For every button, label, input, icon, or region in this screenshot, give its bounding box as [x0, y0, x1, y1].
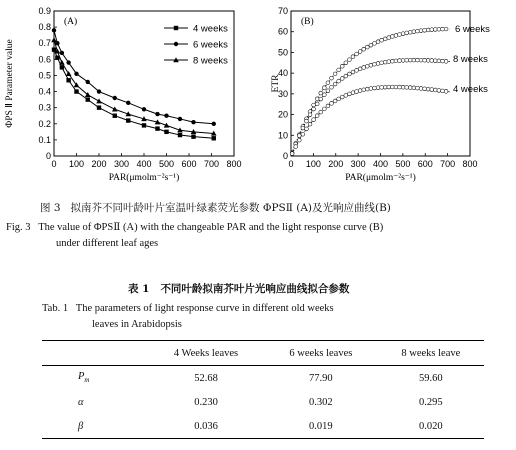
- data-point: [142, 123, 146, 127]
- data-point: [380, 85, 384, 89]
- data-point: [430, 28, 434, 32]
- data-point: [408, 30, 412, 34]
- data-point: [351, 55, 355, 59]
- x-tick-label: 0: [51, 159, 57, 169]
- table-row: [42, 414, 484, 439]
- y-tick-label: 0.6: [38, 54, 51, 65]
- table-caption-en-cont: [92, 317, 182, 332]
- data-point: [444, 59, 448, 63]
- data-point: [355, 52, 359, 56]
- data-point: [330, 85, 334, 89]
- data-point: [444, 89, 448, 93]
- data-point: [358, 50, 362, 54]
- data-point: [426, 58, 430, 62]
- data-point: [337, 68, 341, 72]
- data-point: [312, 103, 316, 107]
- data-point: [344, 61, 348, 65]
- data-point: [405, 85, 409, 89]
- data-point: [333, 82, 337, 86]
- x-tick-label: 100: [305, 159, 321, 169]
- table-header-cell: 8 weeks leave: [401, 347, 461, 359]
- y-tick-label: 40: [277, 68, 288, 79]
- legend-label: 6 weeks: [193, 39, 228, 51]
- data-point: [97, 89, 101, 93]
- data-point: [412, 86, 416, 90]
- data-point: [322, 93, 326, 97]
- x-tick-label: 400: [136, 159, 152, 169]
- y-tick-label: 0.8: [38, 22, 51, 33]
- data-point: [369, 43, 373, 47]
- data-point: [401, 32, 405, 36]
- table-title-en-1: The parameters of light response curve in different old weeks: [75, 303, 334, 314]
- data-point: [416, 29, 420, 33]
- data-point: [191, 120, 195, 124]
- data-point: [441, 89, 445, 93]
- data-point: [426, 87, 430, 91]
- figure-number-en: Fig. 3: [6, 222, 31, 233]
- data-point: [430, 88, 434, 92]
- data-point: [86, 97, 90, 101]
- data-point: [419, 87, 423, 91]
- data-point: [326, 89, 330, 93]
- data-point: [113, 96, 117, 100]
- data-point: [97, 105, 101, 109]
- data-point: [444, 27, 448, 31]
- data-point: [340, 95, 344, 99]
- data-point: [164, 130, 168, 134]
- data-point: [60, 51, 64, 55]
- y-tick-label: 0.2: [38, 118, 51, 129]
- x-tick-label: 100: [68, 159, 85, 169]
- data-point: [52, 28, 56, 32]
- data-point: [394, 85, 398, 89]
- data-point: [433, 28, 437, 32]
- data-point: [212, 136, 216, 140]
- data-point: [387, 36, 391, 40]
- data-point: [155, 112, 159, 116]
- x-tick-label: 600: [417, 159, 433, 169]
- data-point: [305, 127, 309, 131]
- data-point: [340, 64, 344, 68]
- data-point: [365, 64, 369, 68]
- data-point: [301, 126, 305, 130]
- data-point: [362, 47, 366, 51]
- x-axis-label: PAR(μmolm⁻²s⁻¹): [345, 173, 416, 183]
- table-title-en-2: leaves in Arabidopsis: [92, 319, 182, 330]
- data-point: [373, 41, 377, 45]
- data-point: [373, 86, 377, 90]
- chart-b: [271, 6, 490, 183]
- data-point: [365, 87, 369, 91]
- table-title-zh: 不同叶龄拟南芥叶片光响应曲线拟合参数: [160, 283, 350, 295]
- data-point: [326, 104, 330, 108]
- data-point: [373, 62, 377, 66]
- data-point: [86, 80, 90, 84]
- data-point: [322, 86, 326, 90]
- data-point: [376, 62, 380, 66]
- data-point: [337, 97, 341, 101]
- data-point: [330, 76, 334, 80]
- table-cell: 0.020: [419, 420, 443, 432]
- legend-label: 8 weeks: [193, 55, 228, 67]
- data-point: [351, 70, 355, 74]
- data-point: [383, 85, 387, 89]
- data-point: [347, 72, 351, 76]
- data-point: [178, 117, 182, 121]
- data-point: [347, 58, 351, 62]
- data-point: [191, 134, 195, 138]
- x-tick-label: 500: [395, 159, 411, 169]
- y-axis-label: ΦPS Ⅱ Parameter value: [5, 39, 15, 128]
- data-point: [437, 89, 441, 93]
- table-cell: 0.019: [309, 420, 333, 432]
- data-point: [390, 59, 394, 63]
- data-point: [419, 29, 423, 33]
- data-point: [113, 114, 117, 118]
- x-tick-label: 700: [440, 159, 456, 169]
- y-tick-label: 10: [277, 130, 288, 141]
- data-point: [142, 107, 146, 111]
- data-point: [66, 71, 72, 76]
- figure-number-zh: 图 3: [40, 202, 61, 214]
- data-point: [398, 85, 402, 89]
- data-point: [380, 61, 384, 65]
- table-cell: 0.302: [309, 396, 333, 408]
- x-tick-label: 600: [181, 159, 197, 169]
- data-point: [390, 85, 394, 89]
- data-point: [387, 85, 391, 89]
- data-point: [355, 90, 359, 94]
- row-label-beta: β: [78, 420, 84, 432]
- data-point: [437, 27, 441, 31]
- data-point: [308, 113, 312, 117]
- panel-label: (A): [64, 17, 78, 27]
- y-tick-label: 0.4: [38, 86, 51, 97]
- data-point: [297, 134, 301, 138]
- x-tick-label: 700: [203, 159, 220, 169]
- series-line: [54, 50, 214, 139]
- series-label: 6 weeks: [455, 24, 490, 35]
- data-point: [344, 74, 348, 78]
- data-point: [126, 118, 130, 122]
- data-point: [394, 34, 398, 38]
- data-point: [155, 126, 159, 130]
- data-point: [387, 60, 391, 64]
- data-point: [351, 91, 355, 95]
- y-tick-label: 0.1: [38, 134, 51, 145]
- data-point: [398, 33, 402, 37]
- data-point: [365, 45, 369, 49]
- panel-label: (B): [301, 17, 314, 27]
- series-label: 8 weeks: [453, 54, 488, 65]
- data-point: [390, 35, 394, 39]
- x-tick-label: 200: [328, 159, 344, 169]
- data-point: [312, 107, 316, 111]
- x-tick-label: 800: [226, 159, 242, 169]
- y-tick-label: 20: [277, 109, 288, 120]
- data-point: [347, 92, 351, 96]
- y-tick-label: 0: [45, 151, 51, 161]
- table-cell: 59.60: [419, 372, 443, 384]
- data-point: [405, 58, 409, 62]
- table-caption-zh: [128, 282, 349, 297]
- data-point: [96, 98, 102, 103]
- series-label: 4 weeks: [453, 84, 488, 95]
- data-point: [358, 67, 362, 71]
- table-row: [42, 390, 484, 414]
- fit-curve: [291, 29, 450, 156]
- data-point: [308, 122, 312, 126]
- table-cell: 0.036: [194, 420, 218, 432]
- figure-title-zh: 拟南芥不同叶龄叶片室温叶绿素荧光参数 ΦPSⅡ (A)及光响应曲线(B): [70, 202, 391, 214]
- legend-label: 4 weeks: [193, 23, 228, 35]
- data-point: [322, 107, 326, 111]
- table-cell: 0.295: [419, 396, 443, 408]
- data-point: [74, 89, 78, 93]
- data-point: [419, 58, 423, 62]
- table-header-cell: 6 weeks leaves: [289, 347, 353, 359]
- data-point: [319, 97, 323, 101]
- data-point: [376, 40, 380, 44]
- data-point: [178, 133, 182, 137]
- data-point: [340, 77, 344, 81]
- figure-caption-zh: [40, 201, 391, 216]
- x-axis-label: PAR(μmolm⁻²s⁻¹): [108, 173, 180, 183]
- table-number-zh: 表 1: [128, 283, 150, 295]
- data-point: [112, 106, 118, 111]
- table-header-row: [42, 341, 484, 366]
- series-line: [54, 30, 214, 123]
- data-point: [412, 58, 416, 62]
- data-point: [441, 59, 445, 63]
- table-cell: 77.90: [309, 372, 333, 384]
- data-point: [333, 72, 337, 76]
- y-tick-label: 0.7: [38, 38, 51, 49]
- data-point: [164, 114, 168, 118]
- data-point: [433, 88, 437, 92]
- x-tick-label: 300: [113, 159, 130, 169]
- data-point: [423, 58, 427, 62]
- data-point: [362, 66, 366, 70]
- data-point: [376, 86, 380, 90]
- data-point: [412, 30, 416, 34]
- y-tick-label: 60: [277, 26, 288, 37]
- data-point: [426, 28, 430, 32]
- data-point: [74, 72, 78, 76]
- y-tick-label: 50: [277, 47, 288, 58]
- y-tick-label: 0.5: [38, 70, 51, 81]
- data-point: [305, 119, 309, 123]
- parameters-table: [42, 340, 484, 439]
- figure-title-en-2: under different leaf ages: [56, 238, 159, 249]
- y-tick-label: 0.9: [38, 6, 51, 16]
- chart-a: [5, 6, 242, 183]
- data-point: [330, 101, 334, 105]
- data-point: [433, 59, 437, 63]
- table-cell: 0.230: [194, 396, 218, 408]
- table-caption-en: [42, 301, 334, 316]
- data-point: [294, 145, 298, 149]
- data-point: [290, 152, 294, 156]
- data-point: [337, 79, 341, 83]
- y-tick-label: 0.3: [38, 102, 51, 113]
- data-point: [416, 86, 420, 90]
- data-point: [212, 122, 216, 126]
- data-point: [408, 86, 412, 90]
- table-header-cell: 4 Weeks leaves: [173, 347, 239, 359]
- figure-3: [0, 0, 516, 200]
- data-point: [423, 28, 427, 32]
- data-point: [383, 60, 387, 64]
- row-label-pm: $P_m$: [78, 371, 90, 385]
- data-point: [66, 78, 70, 82]
- plot-frame: [291, 11, 470, 156]
- data-point: [319, 110, 323, 114]
- y-tick-label: 30: [277, 88, 288, 99]
- data-point: [126, 101, 130, 105]
- data-point: [408, 58, 412, 62]
- data-point: [333, 99, 337, 103]
- data-point: [344, 93, 348, 97]
- table-header-cell: [42, 341, 148, 366]
- fit-curve: [291, 87, 450, 156]
- data-point: [174, 26, 178, 30]
- x-tick-label: 800: [462, 159, 478, 169]
- data-point: [401, 58, 405, 62]
- data-point: [401, 85, 405, 89]
- figure-caption-en: [6, 220, 383, 235]
- row-label-alpha: α: [78, 396, 84, 408]
- data-point: [315, 97, 319, 101]
- data-point: [297, 138, 301, 142]
- data-point: [174, 42, 178, 46]
- data-point: [405, 31, 409, 35]
- data-point: [423, 87, 427, 91]
- data-point: [362, 88, 366, 92]
- x-tick-label: 400: [372, 159, 389, 169]
- data-point: [315, 102, 319, 106]
- data-point: [301, 132, 305, 136]
- data-point: [369, 63, 373, 67]
- data-point: [369, 87, 373, 91]
- data-point: [319, 91, 323, 95]
- data-point: [326, 81, 330, 85]
- y-tick-label: 70: [277, 6, 288, 16]
- data-point: [315, 114, 319, 118]
- data-point: [383, 37, 387, 41]
- figure-caption-en-cont: [56, 236, 158, 251]
- data-point: [355, 68, 359, 72]
- y-tick-label: 0: [282, 151, 288, 161]
- data-point: [380, 38, 384, 42]
- data-point: [358, 89, 362, 93]
- y-axis-label: ETR: [271, 74, 281, 93]
- data-point: [441, 27, 445, 31]
- x-tick-label: 0: [288, 159, 294, 169]
- data-point: [416, 58, 420, 62]
- table-cell: 52.68: [194, 372, 218, 384]
- data-point: [52, 47, 56, 51]
- data-point: [394, 59, 398, 63]
- data-point: [437, 59, 441, 63]
- data-point: [66, 60, 70, 64]
- x-tick-label: 300: [350, 159, 366, 169]
- figure-title-en-1: The value of ΦPSⅡ (A) with the changeable PAR and the light response curve (B): [38, 222, 384, 233]
- x-tick-label: 200: [91, 159, 107, 169]
- table-row: [42, 366, 484, 391]
- x-tick-label: 500: [158, 159, 175, 169]
- data-point: [398, 59, 402, 63]
- data-point: [312, 118, 316, 122]
- data-point: [430, 59, 434, 63]
- table-number-en: Tab. 1: [42, 303, 69, 314]
